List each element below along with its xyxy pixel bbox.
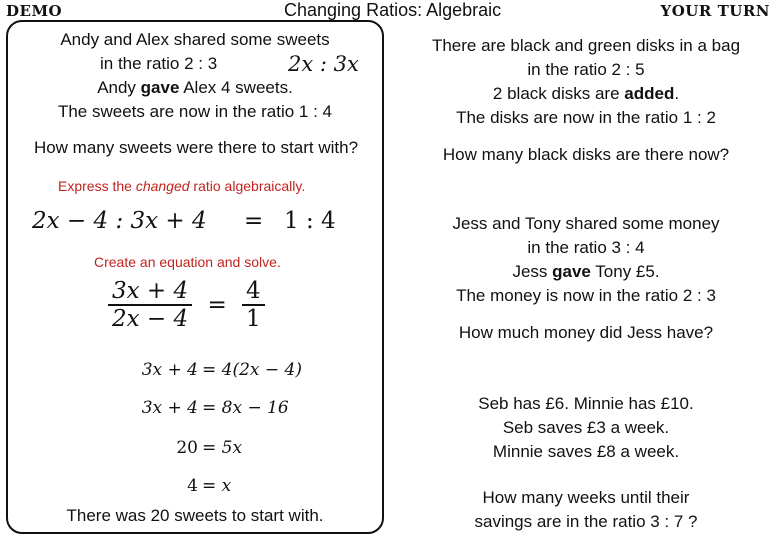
q3-question-line1: How many weeks until their	[482, 488, 690, 507]
demo-line3-pre: Andy	[97, 78, 141, 97]
step2-instruction: Create an equation and solve.	[94, 254, 281, 270]
fraction-right	[242, 278, 265, 332]
step1-instruction	[58, 178, 305, 194]
solve-step-1-lhs: 3x + 4	[141, 360, 198, 380]
solve-step-4-rhs: = x	[202, 476, 232, 496]
solve-step-3-rhs: = 5x	[202, 438, 243, 458]
solve-step-2-rhs: = 8x − 16	[202, 398, 289, 418]
q2-line4: The money is now in the ratio 2 : 3	[456, 286, 716, 305]
fraction-left-numerator: 3x + 4	[112, 278, 189, 304]
q2-line1: Jess and Tony shared some money	[452, 214, 720, 233]
demo-problem-line3	[20, 76, 370, 100]
step1-em: changed	[135, 178, 190, 194]
demo-problem-line4: The sweets are now in the ratio 1 : 4	[57, 102, 333, 121]
demo-answer: There was 20 sweets to start with.	[66, 506, 324, 525]
fraction-equation	[108, 278, 265, 332]
page-title: Changing Ratios: Algebraic	[284, 0, 502, 20]
step1-post: ratio algebraically.	[189, 178, 306, 194]
q2-question: How much money did Jess have?	[458, 323, 714, 342]
q2-line3	[400, 260, 772, 284]
fraction-left-denominator: 2x − 4	[108, 304, 192, 332]
changed-ratio-equals: =	[244, 208, 264, 234]
q1-line1: There are black and green disks in a bag	[431, 36, 741, 55]
fraction-left	[108, 278, 192, 332]
q3-question-line2: savings are in the ratio 3 : 7 ?	[474, 512, 698, 531]
solve-step-3-lhs: 20	[176, 438, 198, 458]
q1-question: How many black disks are there now?	[442, 145, 730, 164]
fraction-right-numerator: 4	[246, 278, 261, 304]
q3-question	[400, 486, 772, 534]
q2-line2: in the ratio 3 : 4	[527, 238, 645, 257]
solve-step-2-lhs: 3x + 4	[141, 398, 198, 418]
q1-line3-post: .	[674, 84, 680, 103]
step1-pre: Express the	[58, 178, 136, 194]
q3-line3: Minnie saves £8 a week.	[492, 442, 680, 461]
q1-line3-pre: 2 black disks are	[492, 84, 625, 103]
demo-line3-bold: gave	[140, 78, 180, 97]
changed-ratio-expression: 2x − 4 : 3x + 4	[32, 208, 207, 234]
question-2	[400, 212, 772, 308]
q3-line1: Seb has £6. Minnie has £10.	[478, 394, 694, 413]
demo-ratio-algebraic: 2x : 3x	[288, 52, 359, 76]
your-turn-label: YOUR TURN	[660, 2, 770, 20]
fraction-equals: =	[207, 292, 227, 318]
q1-line3-bold: added	[624, 84, 675, 103]
q1-line2: in the ratio 2 : 5	[527, 60, 645, 79]
q2-line3-pre: Jess	[512, 262, 553, 281]
q2-line3-bold: gave	[552, 262, 591, 281]
solve-step-1-rhs: = 4(2x − 4)	[202, 360, 302, 380]
demo-problem	[20, 28, 370, 124]
solve-step-4-lhs: 4	[187, 476, 198, 496]
demo-line3-post: Alex 4 sweets.	[179, 78, 293, 97]
q1-line4: The disks are now in the ratio 1 : 2	[456, 108, 716, 127]
changed-ratio-value: 1 : 4	[284, 208, 336, 234]
q1-line3	[400, 82, 772, 106]
question-1	[400, 34, 772, 130]
q3-line2: Seb saves £3 a week.	[502, 418, 670, 437]
question-3	[400, 392, 772, 464]
demo-problem-line1: Andy and Alex shared some sweets	[60, 30, 330, 49]
demo-problem-line2: in the ratio 2 : 3	[100, 54, 218, 73]
q2-line3-post: Tony £5.	[590, 262, 660, 281]
demo-label: DEMO	[6, 2, 63, 20]
demo-question: How many sweets were there to start with?	[33, 138, 359, 157]
fraction-right-denominator: 1	[242, 304, 265, 332]
